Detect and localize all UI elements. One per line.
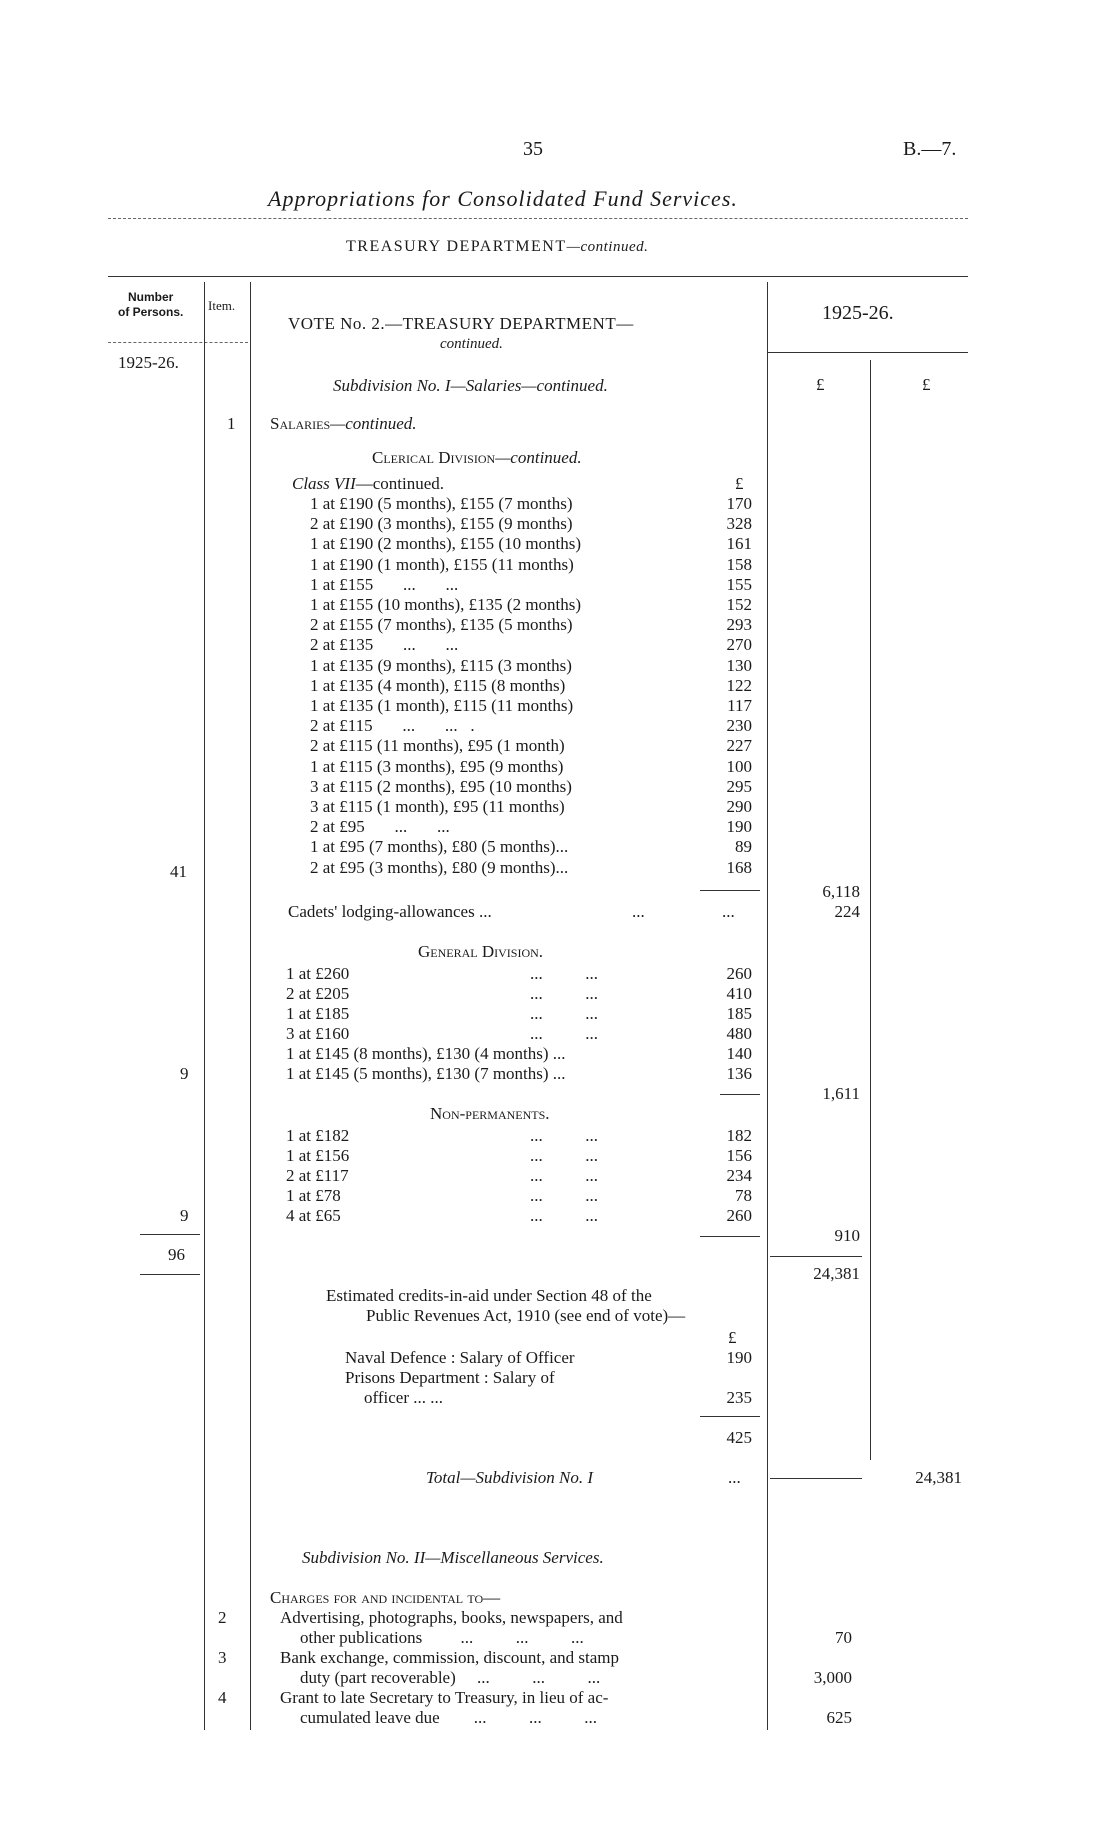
item-1-number: 1 — [227, 414, 236, 433]
department-heading — [346, 238, 648, 256]
persons-year: 1925-26. — [118, 353, 179, 372]
credits-line-2: Public Revenues Act, 1910 (see end of vote)— — [366, 1306, 686, 1325]
clerical-row-desc: 1 at £115 (3 months), £95 (9 months) — [310, 757, 564, 776]
nonperm-row-desc: 1 at £182 — [286, 1126, 350, 1145]
rule-desc-amount — [767, 282, 768, 1730]
cadets-amount: 224 — [834, 902, 860, 921]
class-continued: —continued. — [355, 474, 445, 493]
clerical-row-amount: 290 — [726, 797, 752, 816]
cadets-dots-2: ... — [722, 902, 735, 921]
rule-amount-total — [870, 360, 871, 1460]
total-subdivision-1-amount: 24,381 — [915, 1468, 962, 1487]
clerical-row-desc: 2 at £95 ... ... — [310, 817, 450, 836]
title-rule — [108, 218, 968, 219]
persons-sum-rule — [140, 1234, 200, 1235]
credits-total: 425 — [726, 1428, 752, 1447]
charges-heading: Charges for and incidental to— — [270, 1588, 501, 1607]
general-total: 1,611 — [822, 1084, 860, 1103]
clerical-row-amount: 293 — [726, 615, 752, 634]
credits-line-1: Estimated credits-in-aid under Section 48 of the — [326, 1286, 652, 1305]
general-sum-rule — [720, 1094, 760, 1095]
rule-item-desc — [250, 282, 251, 1730]
subdivision-2-heading: Subdivision No. II—Miscellaneous Services. — [302, 1548, 604, 1567]
general-row-desc: 1 at £145 (5 months), £130 (7 months) ... — [286, 1064, 566, 1083]
general-row-amount: 480 — [726, 1024, 752, 1043]
general-row-amount: 185 — [726, 1004, 752, 1023]
general-row-dots: ... ... — [530, 964, 598, 983]
general-row-desc: 3 at £160 — [286, 1024, 350, 1043]
clerical-row-desc: 2 at £190 (3 months), £155 (9 months) — [310, 514, 573, 533]
misc-item-line-2: cumulated leave due ... ... ... — [300, 1708, 597, 1727]
general-row-desc: 1 at £185 — [286, 1004, 350, 1023]
clerical-row-desc: 1 at £155 (10 months), £135 (2 months) — [310, 595, 582, 614]
misc-item-amount: 625 — [826, 1708, 852, 1727]
class-label: Class VII — [292, 474, 356, 493]
total-subdivision-1-rule — [770, 1478, 862, 1479]
naval-amount: 190 — [726, 1348, 752, 1367]
nonperm-row-dots: ... ... — [530, 1126, 598, 1145]
general-row-desc: 2 at £205 — [286, 984, 350, 1003]
grand-persons: 96 — [168, 1245, 185, 1264]
grand-persons-rule — [140, 1274, 200, 1275]
clerical-row-amount: 190 — [726, 817, 752, 836]
clerical-row-amount: 89 — [735, 837, 752, 856]
nonperm-row-desc: 4 at £65 — [286, 1206, 341, 1225]
clerical-row-amount: 328 — [726, 514, 752, 533]
class-heading — [292, 474, 444, 494]
general-row-amount: 140 — [726, 1044, 752, 1063]
cadets-dots-1: ... — [632, 902, 645, 921]
clerical-row-desc: 3 at £115 (1 month), £95 (11 months) — [310, 797, 565, 816]
misc-item-line-1: Advertising, photographs, books, newspapers, and — [280, 1608, 623, 1627]
persons-header-line-2: of Persons. — [118, 305, 184, 319]
grand-total-rule — [770, 1256, 862, 1257]
subdivision-1-heading: Subdivision No. I—Salaries—continued. — [333, 376, 608, 395]
credits-sum-rule — [700, 1416, 760, 1417]
total-subdivision-1-dots: ... — [728, 1468, 741, 1487]
nonperm-row-dots: ... ... — [530, 1186, 598, 1205]
nonperm-row-amount: 182 — [726, 1126, 752, 1145]
clerical-row-amount: 227 — [726, 736, 752, 755]
clerical-row-amount: 230 — [726, 716, 752, 735]
clerical-row-desc: 1 at £190 (2 months), £155 (10 months) — [310, 534, 582, 553]
page-title: Appropriations for Consolidated Fund Services. — [268, 186, 738, 211]
general-row-amount: 410 — [726, 984, 752, 1003]
salaries-heading-label: Salaries — [270, 414, 331, 433]
clerical-row-desc: 3 at £115 (2 months), £95 (10 months) — [310, 777, 572, 796]
prisons-amount: 235 — [726, 1388, 752, 1407]
clerical-row-amount: 122 — [726, 676, 752, 695]
clerical-row-amount: 270 — [726, 635, 752, 654]
clerical-row-amount: 155 — [726, 575, 752, 594]
persons-header — [118, 290, 183, 320]
nonperm-row-amount: 78 — [735, 1186, 752, 1205]
nonperm-sum-rule — [700, 1236, 760, 1237]
nonperm-total: 910 — [834, 1226, 860, 1245]
misc-item-line-2: other publications ... ... ... — [300, 1628, 584, 1647]
general-row-amount: 136 — [726, 1064, 752, 1083]
persons-header-rule — [108, 342, 248, 343]
general-row-dots: ... ... — [530, 1024, 598, 1043]
salaries-heading — [270, 414, 417, 434]
cadets-label: Cadets' lodging-allowances ... — [288, 902, 492, 921]
general-row-desc: 1 at £260 — [286, 964, 350, 983]
nonperm-row-dots: ... ... — [530, 1166, 598, 1185]
misc-item-number: 3 — [218, 1648, 227, 1667]
nonperm-row-desc: 1 at £78 — [286, 1186, 341, 1205]
rule-persons-item — [204, 282, 205, 1730]
vote-title: VOTE No. 2.—TREASURY DEPARTMENT— — [288, 314, 634, 333]
clerical-heading — [372, 448, 582, 468]
clerical-row-desc: 2 at £155 (7 months), £135 (5 months) — [310, 615, 573, 634]
document-code: B.—7. — [903, 138, 957, 160]
nonperm-row-amount: 156 — [726, 1146, 752, 1165]
nonperm-row-desc: 2 at £117 — [286, 1166, 349, 1185]
clerical-row-desc: 1 at £155 ... ... — [310, 575, 459, 594]
clerical-row-desc: 2 at £135 ... ... — [310, 635, 459, 654]
nonperm-row-dots: ... ... — [530, 1206, 598, 1225]
misc-item-line-2: duty (part recoverable) ... ... ... — [300, 1668, 601, 1687]
clerical-row-desc: 1 at £95 (7 months), £80 (5 months)... — [310, 837, 569, 856]
clerical-total: 6,118 — [822, 882, 860, 901]
clerical-row-amount: 130 — [726, 656, 752, 675]
prisons-label: Prisons Department : Salary of — [345, 1368, 555, 1387]
clerical-row-desc: 1 at £190 (5 months), £155 (7 months) — [310, 494, 573, 513]
department-continued: —continued. — [566, 239, 649, 255]
nonperm-row-amount: 234 — [726, 1166, 752, 1185]
clerical-row-amount: 161 — [726, 534, 752, 553]
nonperm-heading: Non-permanents. — [430, 1104, 550, 1123]
persons-header-line-1: Number — [128, 290, 174, 304]
general-heading: General Division. — [418, 942, 544, 961]
clerical-row-desc: 1 at £135 (4 month), £115 (8 months) — [310, 676, 566, 695]
clerical-row-desc: 2 at £115 (11 months), £95 (1 month) — [310, 736, 565, 755]
salaries-heading-continued: —continued. — [330, 414, 417, 433]
class-pound-sign: £ — [735, 474, 744, 493]
clerical-row-amount: 152 — [726, 595, 752, 614]
clerical-row-amount: 168 — [726, 858, 752, 877]
clerical-row-amount: 158 — [726, 555, 752, 574]
table-top-rule — [108, 276, 968, 277]
page-number: 35 — [523, 138, 543, 160]
pound-col-1: £ — [816, 375, 825, 394]
amounts-header-rule — [768, 352, 968, 353]
pound-col-2: £ — [922, 375, 931, 394]
credits-pound-sign: £ — [728, 1328, 737, 1347]
misc-item-amount: 70 — [835, 1628, 852, 1647]
clerical-row-amount: 295 — [726, 777, 752, 796]
clerical-heading-continued: —continued. — [495, 448, 582, 467]
clerical-row-amount: 170 — [726, 494, 752, 513]
nonperm-row-dots: ... ... — [530, 1146, 598, 1165]
misc-item-amount: 3,000 — [813, 1668, 852, 1687]
clerical-row-desc: 2 at £115 ... ... . — [310, 716, 475, 735]
clerical-persons: 41 — [170, 862, 187, 881]
misc-item-line-1: Grant to late Secretary to Treasury, in lieu of ac- — [280, 1688, 609, 1707]
clerical-row-desc: 1 at £135 (1 month), £115 (11 months) — [310, 696, 574, 715]
nonperm-persons: 9 — [180, 1206, 189, 1225]
clerical-row-desc: 2 at £95 (3 months), £80 (9 months)... — [310, 858, 569, 877]
total-subdivision-1-label: Total—Subdivision No. I — [426, 1468, 594, 1487]
general-row-dots: ... ... — [530, 1004, 598, 1023]
clerical-heading-label: Clerical Division — [372, 448, 496, 467]
clerical-row-amount: 117 — [727, 696, 752, 715]
misc-item-number: 2 — [218, 1608, 227, 1627]
nonperm-row-desc: 1 at £156 — [286, 1146, 350, 1165]
general-row-desc: 1 at £145 (8 months), £130 (4 months) ... — [286, 1044, 566, 1063]
department-name: TREASURY DEPARTMENT — [346, 238, 567, 255]
item-header: Item. — [208, 298, 236, 313]
naval-label: Naval Defence : Salary of Officer — [345, 1348, 575, 1367]
vote-continued: continued. — [440, 336, 503, 352]
misc-item-number: 4 — [218, 1688, 227, 1707]
prisons-label-2: officer ... ... — [364, 1388, 443, 1407]
clerical-row-desc: 1 at £190 (1 month), £155 (11 months) — [310, 555, 574, 574]
general-row-amount: 260 — [726, 964, 752, 983]
nonperm-row-amount: 260 — [726, 1206, 752, 1225]
clerical-sum-rule — [700, 890, 760, 891]
general-row-dots: ... ... — [530, 984, 598, 1003]
grand-total: 24,381 — [813, 1264, 860, 1283]
clerical-row-amount: 100 — [726, 757, 752, 776]
amounts-year: 1925-26. — [822, 302, 894, 324]
misc-item-line-1: Bank exchange, commission, discount, and stamp — [280, 1648, 619, 1667]
clerical-row-desc: 1 at £135 (9 months), £115 (3 months) — [310, 656, 572, 675]
general-persons: 9 — [180, 1064, 189, 1083]
